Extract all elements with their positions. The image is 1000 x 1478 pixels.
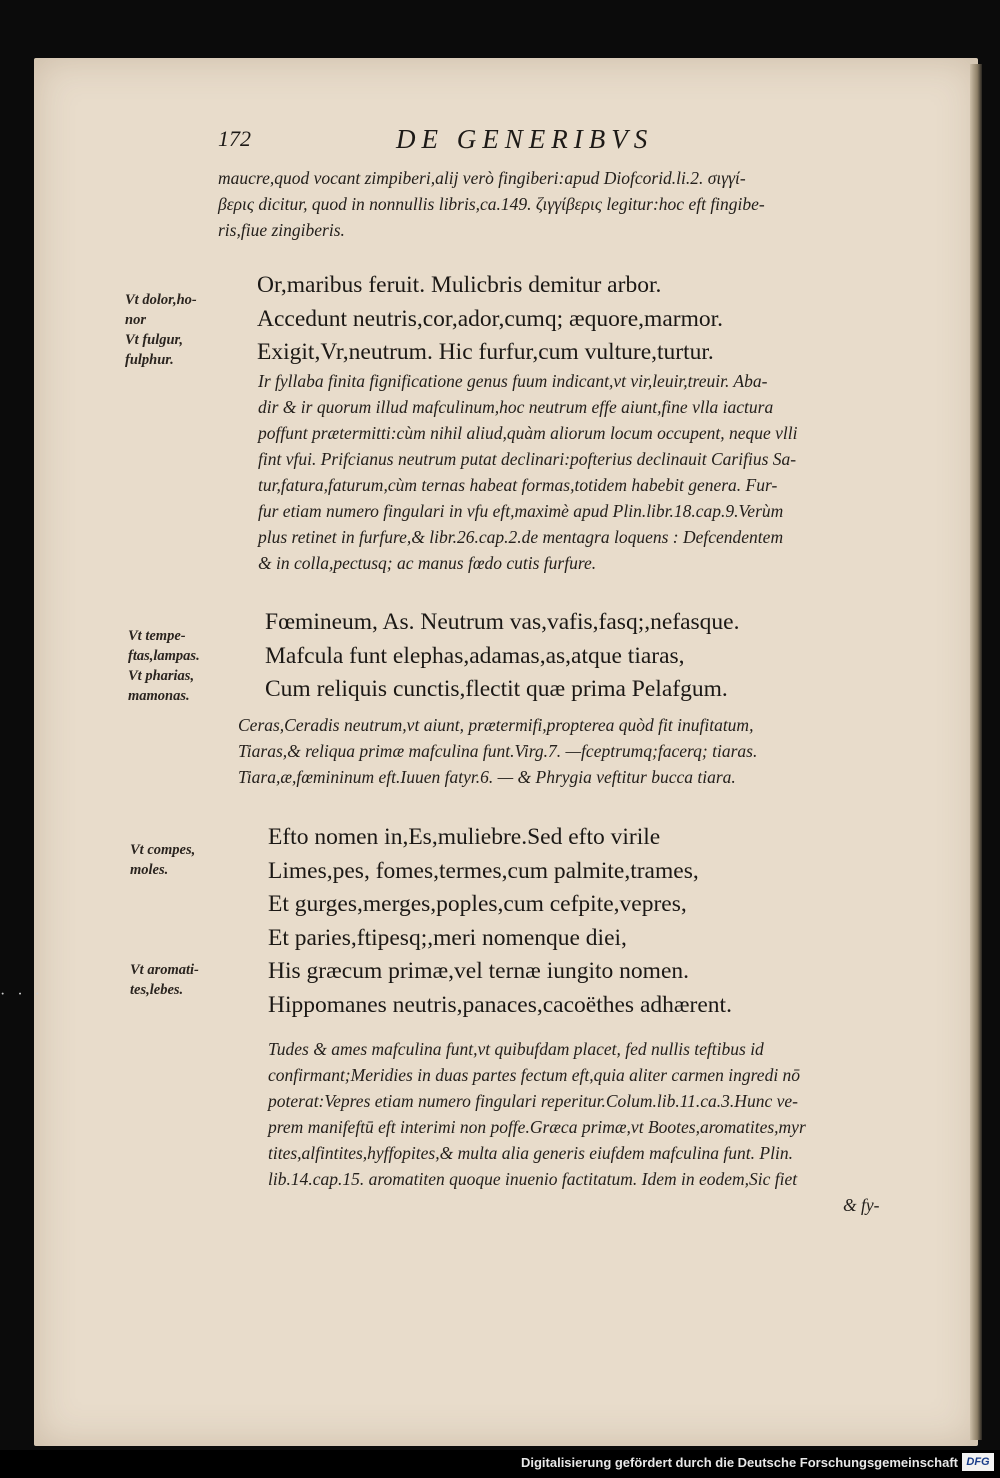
text-line: tites,alfintites,hyffopites,& multa alia generis eiufdem mafculina funt. Plin. bbox=[268, 1143, 793, 1163]
text-line: βερις dicitur, quod in nonnullis libris,ca.149. ζιγγίβερις legitur:hoc eft fingibe- bbox=[218, 194, 765, 214]
comment-block-2 bbox=[238, 712, 757, 790]
text-line: ris,fiue zingiberis. bbox=[218, 220, 345, 240]
text-line: prem manifeftū eft interimi non poffe.Græca primæ,vt Bootes,aromatites,myr bbox=[268, 1117, 806, 1137]
verse-line: Fœmineum, As. Neutrum vas,vafis,fasq;,nefasque. bbox=[265, 609, 740, 635]
margin-note-3a: Vt compes, moles. bbox=[130, 842, 196, 878]
intro-comment bbox=[218, 165, 765, 243]
margin-note-1: Vt dolor,ho- nor Vt fulgur, fulphur. bbox=[125, 292, 197, 368]
verse-line: Cum reliquis cunctis,flectit quæ prima Pelafgum. bbox=[265, 676, 728, 702]
text-line: Tudes & ames mafculina funt,vt quibufdam placet, fed nullis teftibus id bbox=[268, 1039, 764, 1059]
text-line: lib.14.cap.15. aromatiten quoque inuenio factitatum. Idem in eodem,Sic fiet bbox=[268, 1169, 798, 1189]
comment-block-1 bbox=[258, 368, 798, 576]
verse-line: Efto nomen in,Es,muliebre.Sed efto virile bbox=[268, 824, 661, 850]
text-line: Tiara,æ,fœmininum eft.Iuuen fatyr.6. — & Phrygia veftitur bucca tiara. bbox=[238, 767, 736, 787]
page-header bbox=[218, 126, 918, 156]
page-edge bbox=[970, 64, 982, 1440]
text-line: & in colla,pectusq; ac manus fœdo cutis furfure. bbox=[258, 553, 597, 573]
edge-dots: ··· bbox=[0, 986, 52, 1003]
dfg-logo: DFG bbox=[962, 1453, 994, 1471]
text-line: poffunt prætermitti:cùm nihil aliud,quàm aliorum locum occupent, neque vlli bbox=[258, 423, 798, 443]
text-line: Ceras,Ceradis neutrum,vt aiunt, prætermifi,propterea quòd fit inufitatum, bbox=[238, 715, 754, 735]
text-line: Tiaras,& reliqua primæ mafculina funt.Virg.7. —fceptrumq;facerq; tiaras. bbox=[238, 741, 758, 761]
verse-block-1 bbox=[257, 269, 723, 370]
margin-note-2: Vt tempe- ftas,lampas. Vt pharias, mamonas. bbox=[128, 628, 200, 704]
margin-note-3b: Vt aromati- tes,lebes. bbox=[130, 962, 199, 998]
verse-line: Et gurges,merges,poples,cum cefpite,vepres, bbox=[268, 891, 687, 917]
verse-block-2 bbox=[265, 606, 740, 707]
verse-line: Hippomanes neutris,panaces,cacoëthes adhærent. bbox=[268, 991, 732, 1018]
page-number: 172 bbox=[218, 126, 251, 151]
verse-line: Mafcula funt elephas,adamas,as,atque tiaras, bbox=[265, 642, 685, 669]
verse-line: Accedunt neutris,cor,ador,cumq; æquore,marmor. bbox=[257, 305, 724, 332]
footer-credit: Digitalisierung gefördert durch die Deutsche Forschungsgemeinschaft bbox=[520, 1455, 958, 1470]
verse-block-3 bbox=[268, 821, 732, 1022]
text-line: & fy- bbox=[843, 1195, 880, 1215]
text-line: dir & ir quorum illud mafculinum,hoc neutrum effe aiunt,fine vlla iactura bbox=[258, 397, 774, 417]
verse-line: Exigit,Vr,neutrum. Hic furfur,cum vulture,turtur. bbox=[257, 339, 714, 365]
text-line: tur,fatura,faturum,cùm ternas habeat formas,totidem habebit genera. Fur- bbox=[258, 475, 778, 495]
text-line: plus retinet in furfure,& libr.26.cap.2.de mentagra loquens : Defcendentem bbox=[258, 527, 784, 547]
text-line: fur etiam numero fingulari in vfu eft,maximè apud Plin.libr.18.cap.9.Verùm bbox=[258, 501, 784, 521]
verse-line: Limes,pes, fomes,termes,cum palmite,trames, bbox=[268, 857, 699, 884]
verse-line: Et paries,ftipesq;,meri nomenque diei, bbox=[268, 924, 627, 951]
footer-bar bbox=[0, 1450, 1000, 1478]
running-head: DE GENERIBVS bbox=[396, 124, 654, 154]
text-line: Ir fyllaba finita fignificatione genus fuum indicant,vt vir,leuir,treuir. Aba- bbox=[258, 371, 768, 391]
text-line: fint vfui. Prifcianus neutrum putat declinari:pofterius declinauit Carifius Sa- bbox=[258, 449, 797, 469]
text-line: confirmant;Meridies in duas partes fectum eft,quia aliter carmen ingredi nō bbox=[268, 1065, 801, 1085]
verse-line: Or,maribus feruit. Mulicbris demitur arbor. bbox=[257, 272, 662, 298]
text-line: maucre,quod vocant zimpiberi,alij verò fingiberi:apud Diofcorid.li.2. σιγγί- bbox=[218, 168, 746, 188]
verse-line: His græcum primæ,vel ternæ iungito nomen. bbox=[268, 958, 690, 984]
comment-block-3 bbox=[268, 1036, 879, 1218]
text-line: poterat:Vepres etiam numero fingulari reperitur.Colum.lib.11.ca.3.Hunc ve- bbox=[268, 1091, 798, 1111]
